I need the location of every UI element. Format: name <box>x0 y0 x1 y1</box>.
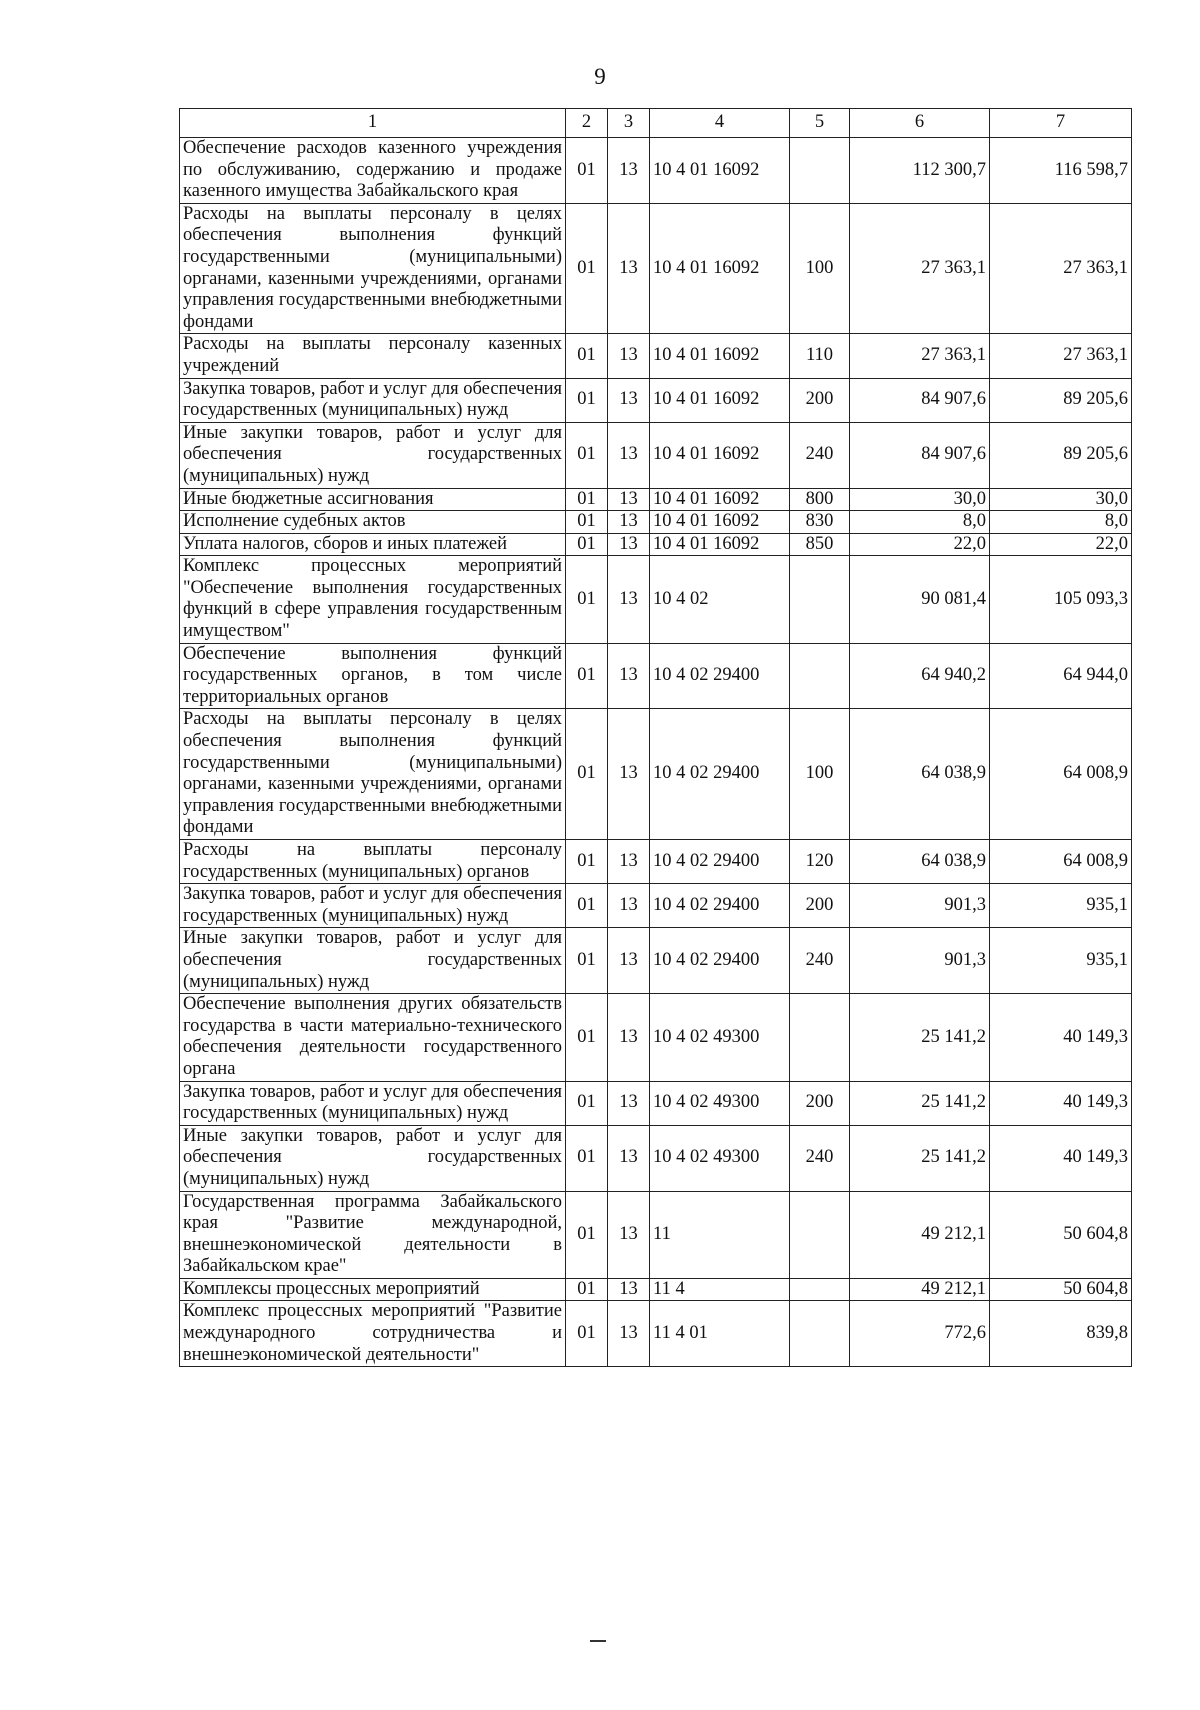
row-expense-type: 800 <box>790 488 850 511</box>
row-amount-6: 112 300,7 <box>850 138 990 204</box>
row-subsection: 13 <box>608 556 650 643</box>
row-target-code: 10 4 01 16092 <box>650 533 790 556</box>
row-target-code: 10 4 01 16092 <box>650 422 790 488</box>
row-amount-6: 64 038,9 <box>850 840 990 884</box>
row-subsection: 13 <box>608 643 650 709</box>
row-amount-6: 27 363,1 <box>850 334 990 378</box>
table-row <box>180 488 1132 511</box>
row-target-code: 10 4 01 16092 <box>650 138 790 204</box>
row-name: Государственная программа Забайкальского края "Развитие международной, внешнеэкономической деятельности в Забайкальском крае" <box>180 1191 566 1278</box>
table-row <box>180 1191 1132 1278</box>
table-row <box>180 511 1132 534</box>
row-amount-6: 90 081,4 <box>850 556 990 643</box>
row-amount-6: 25 141,2 <box>850 994 990 1081</box>
header-col-4: 4 <box>650 109 790 138</box>
row-amount-6: 8,0 <box>850 511 990 534</box>
row-amount-6: 25 141,2 <box>850 1081 990 1125</box>
row-target-code: 10 4 01 16092 <box>650 203 790 334</box>
row-expense-type <box>790 138 850 204</box>
header-col-3: 3 <box>608 109 650 138</box>
header-col-1: 1 <box>180 109 566 138</box>
table-row <box>180 1081 1132 1125</box>
row-section: 01 <box>566 1278 608 1301</box>
row-section: 01 <box>566 334 608 378</box>
row-name: Обеспечение расходов казенного учреждения по обслуживанию, содержанию и продаже казенного имущества Забайкальского края <box>180 138 566 204</box>
row-section: 01 <box>566 840 608 884</box>
row-target-code: 10 4 02 <box>650 556 790 643</box>
row-section: 01 <box>566 138 608 204</box>
table-row <box>180 556 1132 643</box>
row-amount-7: 105 093,3 <box>990 556 1132 643</box>
header-col-6: 6 <box>850 109 990 138</box>
row-amount-6: 84 907,6 <box>850 378 990 422</box>
row-section: 01 <box>566 422 608 488</box>
row-name: Иные закупки товаров, работ и услуг для обеспечения государственных (муниципальных) нужд <box>180 422 566 488</box>
header-col-5: 5 <box>790 109 850 138</box>
row-target-code: 10 4 02 29400 <box>650 643 790 709</box>
row-section: 01 <box>566 556 608 643</box>
row-section: 01 <box>566 488 608 511</box>
row-amount-7: 22,0 <box>990 533 1132 556</box>
row-section: 01 <box>566 511 608 534</box>
row-amount-7: 27 363,1 <box>990 334 1132 378</box>
row-expense-type: 200 <box>790 378 850 422</box>
table-body <box>180 138 1132 1367</box>
row-expense-type: 110 <box>790 334 850 378</box>
table-row <box>180 884 1132 928</box>
row-expense-type: 850 <box>790 533 850 556</box>
row-target-code: 10 4 02 29400 <box>650 884 790 928</box>
table-row <box>180 378 1132 422</box>
row-amount-7: 935,1 <box>990 884 1132 928</box>
row-amount-7: 50 604,8 <box>990 1191 1132 1278</box>
row-section: 01 <box>566 1081 608 1125</box>
row-amount-6: 772,6 <box>850 1301 990 1367</box>
row-subsection: 13 <box>608 511 650 534</box>
row-name: Расходы на выплаты персоналу государственных (муниципальных) органов <box>180 840 566 884</box>
table-row <box>180 709 1132 840</box>
row-section: 01 <box>566 1301 608 1367</box>
row-amount-7: 839,8 <box>990 1301 1132 1367</box>
row-name: Исполнение судебных актов <box>180 511 566 534</box>
row-name: Расходы на выплаты персоналу в целях обеспечения выполнения функций государственными (муниципальными) органами, казенными учреждениями, органами управления государственными внебюджетными фондами <box>180 203 566 334</box>
row-subsection: 13 <box>608 840 650 884</box>
row-subsection: 13 <box>608 994 650 1081</box>
table-row <box>180 643 1132 709</box>
row-name: Иные бюджетные ассигнования <box>180 488 566 511</box>
table-header <box>180 109 1132 138</box>
row-name: Закупка товаров, работ и услуг для обеспечения государственных (муниципальных) нужд <box>180 884 566 928</box>
table-row <box>180 203 1132 334</box>
row-amount-7: 27 363,1 <box>990 203 1132 334</box>
row-subsection: 13 <box>608 138 650 204</box>
table-row <box>180 533 1132 556</box>
row-subsection: 13 <box>608 334 650 378</box>
header-col-7: 7 <box>990 109 1132 138</box>
row-subsection: 13 <box>608 1081 650 1125</box>
row-amount-7: 30,0 <box>990 488 1132 511</box>
row-amount-7: 64 944,0 <box>990 643 1132 709</box>
row-target-code: 10 4 02 49300 <box>650 1081 790 1125</box>
row-amount-7: 89 205,6 <box>990 378 1132 422</box>
row-name: Закупка товаров, работ и услуг для обеспечения государственных (муниципальных) нужд <box>180 1081 566 1125</box>
row-expense-type <box>790 1301 850 1367</box>
table-row <box>180 840 1132 884</box>
header-row <box>180 109 1132 138</box>
row-expense-type: 240 <box>790 928 850 994</box>
row-amount-7: 935,1 <box>990 928 1132 994</box>
row-expense-type: 200 <box>790 884 850 928</box>
row-expense-type: 100 <box>790 709 850 840</box>
row-target-code: 10 4 02 29400 <box>650 709 790 840</box>
table-row <box>180 994 1132 1081</box>
row-amount-6: 64 940,2 <box>850 643 990 709</box>
row-subsection: 13 <box>608 928 650 994</box>
row-subsection: 13 <box>608 1191 650 1278</box>
table-row <box>180 928 1132 994</box>
row-name: Иные закупки товаров, работ и услуг для обеспечения государственных (муниципальных) нужд <box>180 1125 566 1191</box>
row-subsection: 13 <box>608 709 650 840</box>
row-name: Иные закупки товаров, работ и услуг для обеспечения государственных (муниципальных) нужд <box>180 928 566 994</box>
row-subsection: 13 <box>608 422 650 488</box>
row-target-code: 10 4 02 29400 <box>650 840 790 884</box>
row-target-code: 10 4 01 16092 <box>650 488 790 511</box>
row-name: Расходы на выплаты персоналу казенных учреждений <box>180 334 566 378</box>
row-section: 01 <box>566 643 608 709</box>
row-amount-6: 901,3 <box>850 928 990 994</box>
row-target-code: 10 4 01 16092 <box>650 511 790 534</box>
row-expense-type: 240 <box>790 1125 850 1191</box>
row-name: Обеспечение выполнения других обязательств государства в части материально-технического обеспечения деятельности государственного органа <box>180 994 566 1081</box>
row-section: 01 <box>566 1191 608 1278</box>
row-name: Комплекс процессных мероприятий "Развитие международного сотрудничества и внешнеэкономической деятельности" <box>180 1301 566 1367</box>
row-name: Расходы на выплаты персоналу в целях обеспечения выполнения функций государственными (муниципальными) органами, казенными учреждениями, органами управления государственными внебюджетными фондами <box>180 709 566 840</box>
row-section: 01 <box>566 994 608 1081</box>
row-target-code: 11 4 01 <box>650 1301 790 1367</box>
row-subsection: 13 <box>608 1278 650 1301</box>
row-expense-type: 240 <box>790 422 850 488</box>
row-amount-7: 50 604,8 <box>990 1278 1132 1301</box>
row-amount-6: 22,0 <box>850 533 990 556</box>
row-expense-type <box>790 1278 850 1301</box>
row-amount-7: 64 008,9 <box>990 840 1132 884</box>
row-section: 01 <box>566 203 608 334</box>
row-amount-6: 84 907,6 <box>850 422 990 488</box>
footer-dash <box>590 1640 606 1642</box>
row-name: Комплексы процессных мероприятий <box>180 1278 566 1301</box>
row-subsection: 13 <box>608 488 650 511</box>
row-target-code: 11 <box>650 1191 790 1278</box>
row-amount-6: 64 038,9 <box>850 709 990 840</box>
row-section: 01 <box>566 533 608 556</box>
row-subsection: 13 <box>608 884 650 928</box>
row-expense-type: 830 <box>790 511 850 534</box>
row-amount-7: 116 598,7 <box>990 138 1132 204</box>
row-section: 01 <box>566 378 608 422</box>
table-row <box>180 138 1132 204</box>
page-number: 9 <box>594 64 606 89</box>
row-amount-7: 89 205,6 <box>990 422 1132 488</box>
row-amount-7: 40 149,3 <box>990 994 1132 1081</box>
row-name: Уплата налогов, сборов и иных платежей <box>180 533 566 556</box>
table-row <box>180 1301 1132 1367</box>
row-section: 01 <box>566 884 608 928</box>
row-subsection: 13 <box>608 203 650 334</box>
row-amount-6: 901,3 <box>850 884 990 928</box>
row-section: 01 <box>566 709 608 840</box>
row-section: 01 <box>566 1125 608 1191</box>
row-target-code: 10 4 02 49300 <box>650 1125 790 1191</box>
row-amount-6: 49 212,1 <box>850 1191 990 1278</box>
row-subsection: 13 <box>608 533 650 556</box>
table-row <box>180 422 1132 488</box>
row-amount-6: 25 141,2 <box>850 1125 990 1191</box>
row-name: Обеспечение выполнения функций государственных органов, в том числе территориальных органов <box>180 643 566 709</box>
row-amount-6: 49 212,1 <box>850 1278 990 1301</box>
row-amount-6: 30,0 <box>850 488 990 511</box>
row-name: Закупка товаров, работ и услуг для обеспечения государственных (муниципальных) нужд <box>180 378 566 422</box>
row-amount-6: 27 363,1 <box>850 203 990 334</box>
row-amount-7: 40 149,3 <box>990 1081 1132 1125</box>
row-target-code: 10 4 02 49300 <box>650 994 790 1081</box>
table-row <box>180 334 1132 378</box>
header-col-2: 2 <box>566 109 608 138</box>
row-subsection: 13 <box>608 1125 650 1191</box>
row-subsection: 13 <box>608 1301 650 1367</box>
row-expense-type <box>790 643 850 709</box>
row-amount-7: 8,0 <box>990 511 1132 534</box>
row-expense-type: 100 <box>790 203 850 334</box>
row-name: Комплекс процессных мероприятий "Обеспечение выполнения государственных функций в сфере управления государственным имуществом" <box>180 556 566 643</box>
row-subsection: 13 <box>608 378 650 422</box>
row-expense-type <box>790 1191 850 1278</box>
row-target-code: 10 4 01 16092 <box>650 378 790 422</box>
row-amount-7: 40 149,3 <box>990 1125 1132 1191</box>
row-expense-type: 120 <box>790 840 850 884</box>
row-target-code: 10 4 02 29400 <box>650 928 790 994</box>
budget-table <box>179 108 1132 1367</box>
row-target-code: 10 4 01 16092 <box>650 334 790 378</box>
row-expense-type <box>790 556 850 643</box>
row-target-code: 11 4 <box>650 1278 790 1301</box>
row-expense-type <box>790 994 850 1081</box>
table-row <box>180 1125 1132 1191</box>
row-amount-7: 64 008,9 <box>990 709 1132 840</box>
row-section: 01 <box>566 928 608 994</box>
table-row <box>180 1278 1132 1301</box>
row-expense-type: 200 <box>790 1081 850 1125</box>
